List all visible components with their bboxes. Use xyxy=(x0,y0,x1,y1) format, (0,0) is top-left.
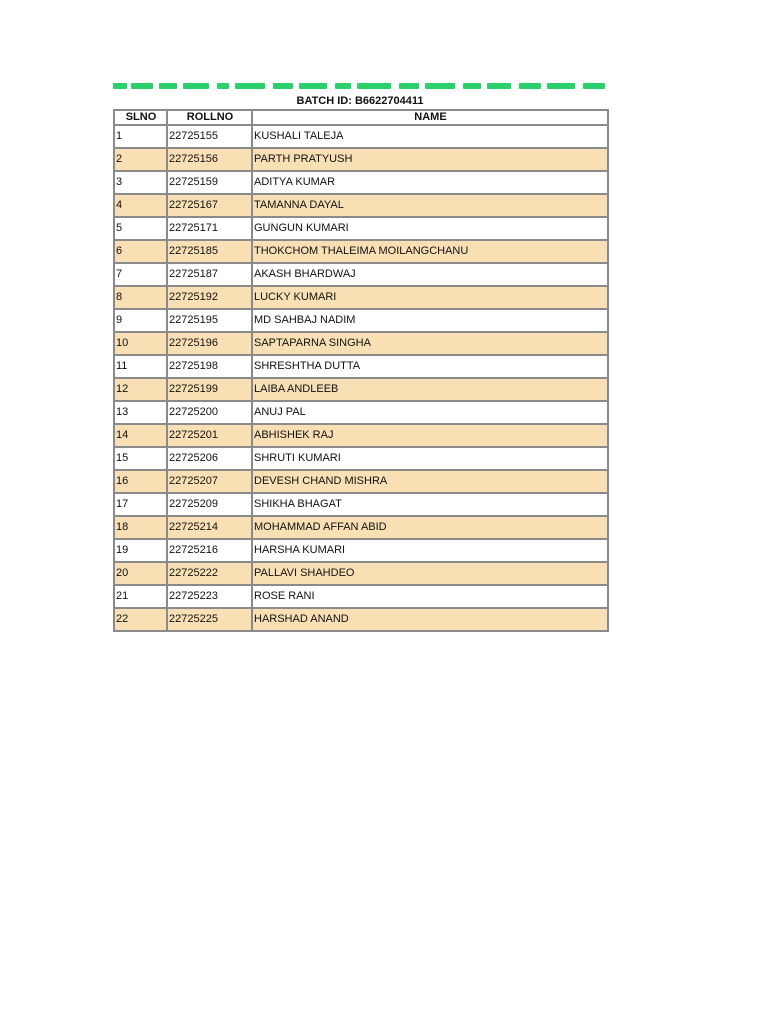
cell-slno: 3 xyxy=(114,171,167,194)
cell-rollno: 22725187 xyxy=(167,263,252,286)
table-row xyxy=(114,516,608,539)
cell-slno: 17 xyxy=(114,493,167,516)
cell-rollno: 22725223 xyxy=(167,585,252,608)
cell-rollno: 22725171 xyxy=(167,217,252,240)
table-row xyxy=(114,194,608,217)
cell-slno: 7 xyxy=(114,263,167,286)
table-header-row xyxy=(114,110,608,125)
cell-slno: 19 xyxy=(114,539,167,562)
cell-rollno: 22725167 xyxy=(167,194,252,217)
cell-slno: 14 xyxy=(114,424,167,447)
cell-name: GUNGUN KUMARI xyxy=(252,217,608,240)
table-row xyxy=(114,171,608,194)
cell-name: PALLAVI SHAHDEO xyxy=(252,562,608,585)
cell-rollno: 22725156 xyxy=(167,148,252,171)
cell-name: ABHISHEK RAJ xyxy=(252,424,608,447)
cell-slno: 16 xyxy=(114,470,167,493)
cell-rollno: 22725209 xyxy=(167,493,252,516)
cell-slno: 11 xyxy=(114,355,167,378)
table-row xyxy=(114,401,608,424)
cell-slno: 21 xyxy=(114,585,167,608)
cell-name: ADITYA KUMAR xyxy=(252,171,608,194)
cell-name: DEVESH CHAND MISHRA xyxy=(252,470,608,493)
batch-id-heading: BATCH ID: B6622704411 xyxy=(296,95,424,107)
table-row xyxy=(114,355,608,378)
cell-slno: 4 xyxy=(114,194,167,217)
cell-name: SHIKHA BHAGAT xyxy=(252,493,608,516)
cell-rollno: 22725207 xyxy=(167,470,252,493)
cell-name: MOHAMMAD AFFAN ABID xyxy=(252,516,608,539)
cell-rollno: 22725206 xyxy=(167,447,252,470)
roster-body xyxy=(114,125,608,631)
table-row xyxy=(114,539,608,562)
table-row xyxy=(114,447,608,470)
cell-slno: 13 xyxy=(114,401,167,424)
cell-name: HARSHAD ANAND xyxy=(252,608,608,631)
cell-rollno: 22725225 xyxy=(167,608,252,631)
cell-slno: 10 xyxy=(114,332,167,355)
table-row xyxy=(114,263,608,286)
cell-slno: 9 xyxy=(114,309,167,332)
table-row xyxy=(114,493,608,516)
cell-name: HARSHA KUMARI xyxy=(252,539,608,562)
cell-name: THOKCHOM THALEIMA MOILANGCHANU xyxy=(252,240,608,263)
cell-rollno: 22725196 xyxy=(167,332,252,355)
cell-name: ROSE RANI xyxy=(252,585,608,608)
cell-rollno: 22725214 xyxy=(167,516,252,539)
cell-rollno: 22725222 xyxy=(167,562,252,585)
table-row xyxy=(114,470,608,493)
table-row xyxy=(114,309,608,332)
table-row xyxy=(114,240,608,263)
column-header-slno: SLNO xyxy=(114,110,167,125)
cell-slno: 6 xyxy=(114,240,167,263)
cell-name: TAMANNA DAYAL xyxy=(252,194,608,217)
table-row xyxy=(114,125,608,148)
cell-name: SHRUTI KUMARI xyxy=(252,447,608,470)
cell-slno: 18 xyxy=(114,516,167,539)
cell-name: AKASH BHARDWAJ xyxy=(252,263,608,286)
cell-rollno: 22725195 xyxy=(167,309,252,332)
table-row xyxy=(114,378,608,401)
table-row xyxy=(114,148,608,171)
cell-name: PARTH PRATYUSH xyxy=(252,148,608,171)
cell-slno: 15 xyxy=(114,447,167,470)
cell-name: MD SAHBAJ NADIM xyxy=(252,309,608,332)
table-row xyxy=(114,424,608,447)
cell-slno: 1 xyxy=(114,125,167,148)
table-row xyxy=(114,585,608,608)
table-row xyxy=(114,608,608,631)
table-row xyxy=(114,562,608,585)
cell-slno: 20 xyxy=(114,562,167,585)
cell-name: LAIBA ANDLEEB xyxy=(252,378,608,401)
table-row xyxy=(114,286,608,309)
cell-name: KUSHALI TALEJA xyxy=(252,125,608,148)
cell-name: LUCKY KUMARI xyxy=(252,286,608,309)
cell-rollno: 22725155 xyxy=(167,125,252,148)
cell-slno: 22 xyxy=(114,608,167,631)
cell-slno: 2 xyxy=(114,148,167,171)
cell-rollno: 22725201 xyxy=(167,424,252,447)
cell-name: ANUJ PAL xyxy=(252,401,608,424)
column-header-rollno: ROLLNO xyxy=(167,110,252,125)
cropped-title-strip xyxy=(113,83,607,89)
cell-rollno: 22725200 xyxy=(167,401,252,424)
cell-rollno: 22725216 xyxy=(167,539,252,562)
cell-rollno: 22725198 xyxy=(167,355,252,378)
column-header-name: NAME xyxy=(252,110,608,125)
cell-rollno: 22725192 xyxy=(167,286,252,309)
cell-slno: 8 xyxy=(114,286,167,309)
cell-name: SHRESHTHA DUTTA xyxy=(252,355,608,378)
cell-slno: 12 xyxy=(114,378,167,401)
cell-rollno: 22725199 xyxy=(167,378,252,401)
cell-name: SAPTAPARNA SINGHA xyxy=(252,332,608,355)
cell-rollno: 22725159 xyxy=(167,171,252,194)
cell-slno: 5 xyxy=(114,217,167,240)
table-row xyxy=(114,217,608,240)
student-roster-table xyxy=(113,109,609,632)
cell-rollno: 22725185 xyxy=(167,240,252,263)
table-row xyxy=(114,332,608,355)
